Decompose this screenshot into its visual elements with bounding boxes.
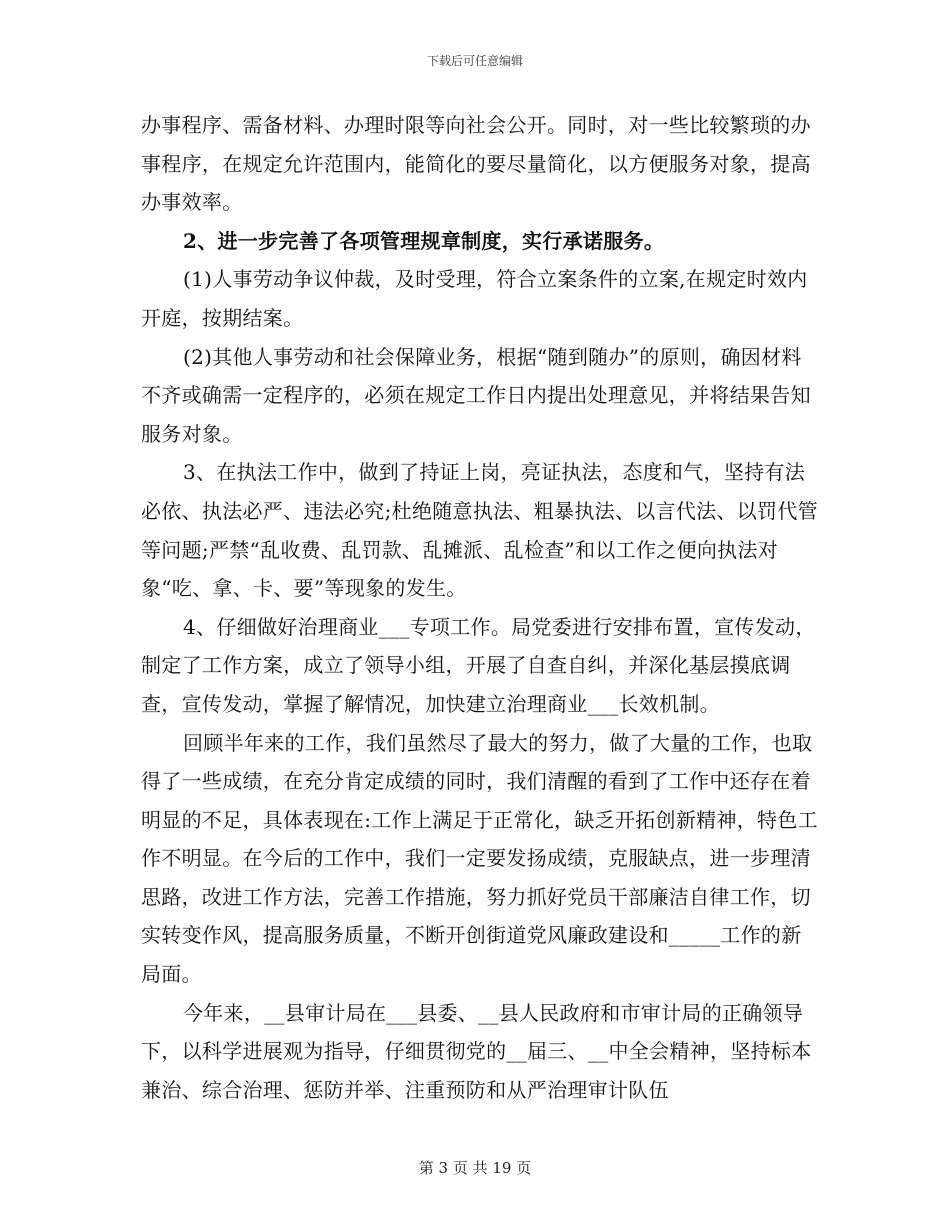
paragraph-section-3: 3、在执法工作中，做到了持证上岗，亮证执法，态度和气，坚持有法必依、执法必严、违法必究;杜绝随意执法、粗暴执法、以言代法、以罚代管等问题;严禁“乱收费、乱罚款、乱摊派、乱检查”和以工作之便向执法对象“吃、拿、卡、要”等现象的发生。	[141, 460, 818, 601]
paragraph-section-4: 4、仔细做好治理商业___专项工作。局党委进行安排布置，宣传发动，制定了工作方案，成立了领导小组，开展了自查自纠，并深化基层摸底调查，宣传发动，掌握了解情况，加快建立治理商业___长效机制。	[141, 614, 816, 716]
section-heading-2: 2、进一步完善了各项管理规章制度，实行承诺服务。	[183, 228, 665, 253]
paragraph-continuation: 办事程序、需备材料、办理时限等向社会公开。同时，对一些比较繁琐的办事程序，在规定允许范围内，能简化的要尽量简化，以方便服务对象，提高办事效率。	[141, 113, 811, 215]
page-number: 第 3 页 共 19 页	[418, 1159, 532, 1177]
paragraph-item-1: (1)人事劳动争议仲裁，及时受理，符合立案条件的立案,在规定时效内开庭，按期结案。	[141, 267, 808, 330]
document-body	[141, 106, 821, 1109]
paragraph-review: 回顾半年来的工作，我们虽然尽了最大的努力，做了大量的工作，也取得了一些成绩，在充分肯定成绩的同时，我们清醒的看到了工作中还存在着明显的不足，具体表现在:工作上满足于正常化，缺乏开拓创新精神，特色工作不明显。在今后的工作中，我们一定要发扬成绩，克服缺点，进一步理清思路，改进工作方法，完善工作措施，努力抓好党员干部廉洁自律工作，切实转变作风，提高服务质量，不断开创街道党风廉政建设和_____工作的新局面。	[141, 730, 818, 987]
paragraph-audit-bureau: 今年来，__县审计局在___县委、__县人民政府和市审计局的正确领导下，以科学进展观为指导，仔细贯彻党的__届三、__中全会精神，坚持标本兼治、综合治理、惩防并举、注重预防和从严治理审计队伍	[141, 1000, 812, 1102]
paragraph-item-2: (2)其他人事劳动和社会保障业务，根据“随到随办”的原则，确因材料不齐或确需一定程序的，必须在规定工作日内提出处理意见，并将结果告知服务对象。	[141, 344, 811, 446]
page-header-note: 下载后可任意编辑	[426, 54, 523, 68]
